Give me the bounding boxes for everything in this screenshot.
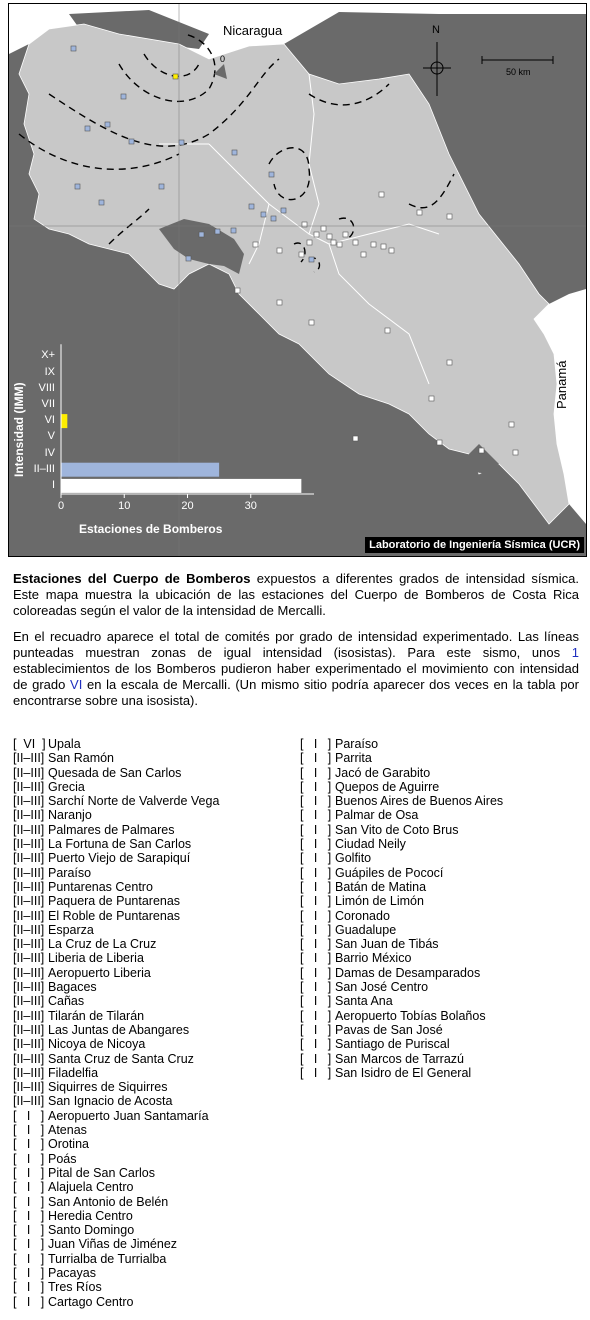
station-name: Pital de San Carlos	[48, 1165, 156, 1180]
station-marker	[75, 184, 80, 189]
station-name: San Marcos de Tarrazú	[335, 1051, 464, 1066]
station-intensity: [II–III]	[13, 951, 45, 966]
station-name: Quesada de San Carlos	[48, 765, 182, 780]
station-marker	[353, 436, 358, 441]
station-name: Santa Cruz de Santa Cruz	[48, 1051, 194, 1066]
credit-label: Laboratorio de Ingeniería Sísmica (UCR)	[365, 537, 584, 553]
histogram-category-label: VIII	[38, 381, 55, 394]
station-marker	[385, 328, 390, 333]
station-name: Cartago Centro	[48, 1294, 134, 1309]
station-marker	[129, 139, 134, 144]
histogram-category-label: X+	[41, 349, 55, 362]
station-row	[300, 1009, 503, 1023]
station-intensity: [II–III]	[13, 1065, 45, 1080]
histogram-category-label: V	[47, 430, 55, 443]
station-row	[300, 923, 503, 937]
station-row	[13, 1052, 219, 1066]
svg-text:0: 0	[220, 54, 226, 64]
station-name: Aeropuerto Tobías Bolaños	[335, 1008, 486, 1023]
station-row	[13, 1195, 219, 1209]
station-marker	[281, 208, 286, 213]
station-row	[13, 1080, 219, 1094]
station-intensity: [ I ]	[300, 837, 332, 852]
station-row	[300, 909, 503, 923]
station-intensity: [ I ]	[300, 1037, 332, 1052]
station-intensity: [ I ]	[300, 1065, 332, 1080]
station-list-right	[300, 737, 503, 1080]
station-name: Pavas de San José	[335, 1022, 443, 1037]
station-marker	[337, 242, 342, 247]
station-name: Cañas	[48, 994, 85, 1009]
station-intensity: [ I ]	[300, 908, 332, 923]
station-intensity: [II–III]	[13, 1022, 45, 1037]
station-name: San Ignacio de Acosta	[48, 1094, 173, 1109]
station-marker	[331, 240, 336, 245]
station-row	[13, 737, 219, 751]
station-marker	[232, 150, 237, 155]
station-intensity: [ I ]	[13, 1123, 45, 1138]
station-name: Grecia	[48, 779, 85, 794]
station-row	[13, 1137, 219, 1151]
station-name: Upala	[48, 737, 81, 751]
station-intensity: [ I ]	[13, 1151, 45, 1166]
station-intensity: [ I ]	[300, 822, 332, 837]
station-row	[13, 980, 219, 994]
histogram-bar	[61, 414, 67, 428]
station-name: Heredia Centro	[48, 1208, 133, 1223]
station-name: Sarchí Norte de Valverde Vega	[48, 794, 220, 809]
station-intensity: [ I ]	[300, 808, 332, 823]
station-name: Damas de Desamparados	[335, 965, 481, 980]
station-row	[13, 823, 219, 837]
station-marker	[186, 256, 191, 261]
station-intensity: [ I ]	[13, 1165, 45, 1180]
station-intensity: [ I ]	[300, 737, 332, 751]
histogram-category-label: II–III	[33, 462, 55, 475]
station-name: Jacó de Garabito	[335, 765, 431, 780]
station-row	[300, 966, 503, 980]
station-row	[300, 880, 503, 894]
station-name: Puerto Viejo de Sarapiquí	[48, 851, 191, 866]
station-intensity: [II–III]	[13, 822, 45, 837]
station-name: Nicoya de Nicoya	[48, 1037, 146, 1052]
station-row	[13, 851, 219, 865]
station-name: Orotina	[48, 1137, 89, 1152]
station-marker	[235, 288, 240, 293]
station-marker	[447, 360, 452, 365]
station-row	[13, 937, 219, 951]
station-name: Buenos Aires de Buenos Aires	[335, 794, 504, 809]
station-intensity: [II–III]	[13, 865, 45, 880]
station-row	[13, 1252, 219, 1266]
station-intensity: [II–III]	[13, 1080, 45, 1095]
station-name: Santo Domingo	[48, 1223, 135, 1238]
station-marker	[231, 228, 236, 233]
station-name: Tilarán de Tilarán	[48, 1008, 145, 1023]
station-marker	[99, 200, 104, 205]
station-name: Las Juntas de Abangares	[48, 1022, 190, 1037]
station-intensity: [II–III]	[13, 922, 45, 937]
station-row	[300, 1023, 503, 1037]
station-intensity: [ I ]	[300, 865, 332, 880]
station-intensity: [II–III]	[13, 765, 45, 780]
station-marker	[277, 300, 282, 305]
station-row	[13, 866, 219, 880]
station-marker	[327, 234, 332, 239]
station-marker	[277, 248, 282, 253]
station-name: San Vito de Coto Brus	[335, 822, 459, 837]
station-row	[300, 994, 503, 1008]
station-row	[13, 1223, 219, 1237]
station-marker	[513, 450, 518, 455]
station-name: Santiago de Puriscal	[335, 1037, 450, 1052]
station-marker	[309, 320, 314, 325]
station-intensity: [ I ]	[300, 951, 332, 966]
station-name: Guápiles de Pococí	[335, 865, 444, 880]
station-intensity: [II–III]	[13, 894, 45, 909]
station-name: Bagaces	[48, 980, 97, 995]
station-row	[13, 1066, 219, 1080]
station-marker	[249, 204, 254, 209]
station-intensity: [ I ]	[13, 1208, 45, 1223]
station-row	[300, 1037, 503, 1051]
station-count: 1	[571, 645, 579, 660]
caption-text-2a: En el recuadro aparece el total de comités por grado de intensidad experimentado. Las líneas punteadas muestran zonas de igual intensidad (isosistas). Para este sismo, unos	[13, 629, 579, 660]
station-row	[300, 951, 503, 965]
histogram-tick-label: 20	[181, 500, 194, 512]
station-marker	[429, 396, 434, 401]
station-intensity: [ I ]	[300, 851, 332, 866]
station-marker	[253, 242, 258, 247]
station-name: Palmares de Palmares	[48, 822, 175, 837]
station-row	[13, 909, 219, 923]
station-row	[13, 994, 219, 1008]
station-intensity: [II–III]	[13, 937, 45, 952]
station-name: Alajuela Centro	[48, 1180, 134, 1195]
station-intensity: [ I ]	[300, 922, 332, 937]
station-name: Barrio México	[335, 951, 412, 966]
station-row	[13, 808, 219, 822]
station-row	[13, 1180, 219, 1194]
station-intensity: [ I ]	[300, 779, 332, 794]
histogram-x-title: Estaciones de Bomberos	[79, 522, 223, 536]
station-marker	[437, 440, 442, 445]
station-intensity: [ I ]	[300, 1051, 332, 1066]
station-name: San Isidro de El General	[335, 1065, 472, 1080]
station-marker	[321, 226, 326, 231]
histogram-category-label: IX	[44, 365, 55, 378]
station-name: San Ramón	[48, 751, 115, 766]
station-marker	[159, 184, 164, 189]
station-intensity: [II–III]	[13, 1008, 45, 1023]
station-row	[13, 1209, 219, 1223]
station-row	[300, 780, 503, 794]
station-name: Paquera de Puntarenas	[48, 894, 181, 909]
station-name: Golfito	[335, 851, 372, 866]
station-row	[13, 880, 219, 894]
station-row	[13, 1237, 219, 1251]
station-row	[13, 951, 219, 965]
station-row	[300, 837, 503, 851]
histogram-bar	[61, 479, 301, 493]
station-name: Quepos de Aguirre	[335, 779, 440, 794]
station-row	[13, 966, 219, 980]
station-marker	[361, 252, 366, 257]
station-intensity: [ I ]	[13, 1265, 45, 1280]
station-intensity: [ I ]	[300, 794, 332, 809]
station-marker	[85, 126, 90, 131]
scale-bar	[482, 56, 553, 64]
histogram-tick-label: 30	[244, 500, 257, 512]
station-marker	[447, 214, 452, 219]
station-name: Santa Ana	[335, 994, 393, 1009]
station-name: La Fortuna de San Carlos	[48, 837, 192, 852]
station-intensity: [ I ]	[300, 751, 332, 766]
station-name: Aeropuerto Juan Santamaría	[48, 1108, 209, 1123]
station-name: Guadalupe	[335, 922, 397, 937]
station-name: La Cruz de La Cruz	[48, 937, 157, 952]
station-intensity: [II–III]	[13, 1051, 45, 1066]
station-name: Poás	[48, 1151, 77, 1166]
station-row	[13, 923, 219, 937]
station-name: El Roble de Puntarenas	[48, 908, 181, 923]
station-marker	[269, 172, 274, 177]
station-row	[13, 1123, 219, 1137]
station-row	[13, 894, 219, 908]
station-marker	[271, 216, 276, 221]
station-name: Aeropuerto Liberia	[48, 965, 151, 980]
station-intensity: [ I ]	[300, 965, 332, 980]
station-row	[300, 751, 503, 765]
country-label-panama: Panamá	[554, 360, 569, 409]
scale-label: 50 km	[506, 67, 531, 77]
station-row	[300, 937, 503, 951]
station-marker	[371, 242, 376, 247]
station-intensity: [ I ]	[300, 937, 332, 952]
station-intensity: [II–III]	[13, 794, 45, 809]
station-intensity: [ I ]	[13, 1137, 45, 1152]
intensity-histogram	[9, 332, 327, 552]
caption-text-1: expuestos a diferentes grados de intensidad sísmica. Este mapa muestra la ubicación de las estaciones del Cuerpo de Bomberos de Costa Rica coloreadas según el valor de la intensidad de Mercalli.	[13, 571, 579, 618]
station-name: Paraíso	[48, 865, 92, 880]
histogram-category-label: VI	[44, 414, 55, 427]
station-marker	[105, 122, 110, 127]
station-row	[13, 1009, 219, 1023]
station-name: Puntarenas Centro	[48, 879, 153, 894]
station-row	[300, 894, 503, 908]
station-intensity: [II–III]	[13, 851, 45, 866]
histogram-bar	[61, 463, 219, 477]
station-row	[13, 1023, 219, 1037]
station-row	[300, 823, 503, 837]
station-intensity: [II–III]	[13, 751, 45, 766]
station-marker	[479, 448, 484, 453]
station-name: Liberia de Liberia	[48, 951, 144, 966]
station-name: Coronado	[335, 908, 390, 923]
station-intensity: [II–III]	[13, 779, 45, 794]
station-marker	[417, 210, 422, 215]
max-grade: VI	[70, 677, 83, 692]
station-name: Siquirres de Siquirres	[48, 1080, 168, 1095]
station-row	[13, 751, 219, 765]
station-row	[300, 980, 503, 994]
caption-text-2c: en la escala de Mercalli. (Un mismo sitio podría aparecer dos veces en la tabla por encontrarse sobre una isosista).	[13, 677, 579, 708]
caption-text-2b: establecimientos de los Bomberos pudieron haber experimentado el movimiento con intensidad de grado	[13, 661, 579, 692]
station-row	[300, 794, 503, 808]
station-row	[13, 1295, 219, 1309]
station-name: San Juan de Tibás	[335, 937, 439, 952]
station-marker	[299, 252, 304, 257]
station-row	[300, 1066, 503, 1080]
station-name: Turrialba de Turrialba	[48, 1251, 167, 1266]
station-row	[300, 851, 503, 865]
station-marker	[379, 192, 384, 197]
country-label-nicaragua: Nicaragua	[223, 23, 283, 38]
station-name: Parrita	[335, 751, 372, 766]
station-intensity: [ VI ]	[13, 737, 46, 751]
station-row	[13, 1094, 219, 1108]
station-intensity: [II–III]	[13, 980, 45, 995]
station-intensity: [ I ]	[13, 1251, 45, 1266]
station-intensity: [ I ]	[13, 1237, 45, 1252]
station-name: Ciudad Neily	[335, 837, 406, 852]
station-marker	[309, 257, 314, 262]
station-list-left	[13, 737, 219, 1309]
caption-paragraph-2	[13, 629, 579, 709]
station-marker	[199, 232, 204, 237]
histogram-category-label: I	[51, 478, 55, 491]
station-row	[13, 837, 219, 851]
station-name: Paraíso	[335, 737, 379, 751]
station-intensity: [II–III]	[13, 965, 45, 980]
station-intensity: [II–III]	[13, 879, 45, 894]
station-row	[300, 737, 503, 751]
station-name: Palmar de Osa	[335, 808, 419, 823]
station-name: Batán de Matina	[335, 879, 427, 894]
histogram-category-label: IV	[44, 446, 55, 459]
station-intensity: [ I ]	[13, 1223, 45, 1238]
station-marker	[71, 46, 76, 51]
station-row	[13, 1152, 219, 1166]
histogram-category-label: VII	[41, 397, 55, 410]
station-row	[300, 1052, 503, 1066]
station-intensity: [ I ]	[13, 1294, 45, 1309]
station-marker	[314, 232, 319, 237]
histogram-tick-label: 0	[57, 500, 65, 512]
station-intensity: [II–III]	[13, 908, 45, 923]
station-row	[13, 1280, 219, 1294]
station-marker	[381, 244, 386, 249]
station-row	[300, 866, 503, 880]
station-marker	[389, 248, 394, 253]
station-intensity: [ I ]	[13, 1180, 45, 1195]
station-intensity: [ I ]	[300, 894, 332, 909]
station-intensity: [ I ]	[300, 765, 332, 780]
histogram-y-title: Intensidad (IMM)	[12, 382, 26, 477]
north-arrow	[423, 42, 451, 96]
station-row	[300, 766, 503, 780]
station-intensity: [ I ]	[13, 1280, 45, 1295]
station-name: Atenas	[48, 1123, 87, 1138]
station-name: San José Centro	[335, 980, 429, 995]
station-name: Limón de Limón	[335, 894, 424, 909]
station-marker	[179, 140, 184, 145]
station-name: Esparza	[48, 922, 94, 937]
station-intensity: [ I ]	[13, 1194, 45, 1209]
station-name: Pacayas	[48, 1265, 96, 1280]
station-row	[13, 780, 219, 794]
station-marker	[173, 74, 178, 79]
station-row	[300, 808, 503, 822]
histogram-tick-label: 10	[118, 500, 131, 512]
station-intensity: [II–III]	[13, 994, 45, 1009]
station-row	[13, 1266, 219, 1280]
station-row	[13, 794, 219, 808]
station-intensity: [ I ]	[300, 980, 332, 995]
station-marker	[121, 94, 126, 99]
station-intensity: [ I ]	[300, 1022, 332, 1037]
station-marker	[261, 212, 266, 217]
station-intensity: [ I ]	[300, 879, 332, 894]
station-row	[13, 1037, 219, 1051]
station-name: Tres Ríos	[48, 1280, 102, 1295]
histogram-canvas	[9, 332, 327, 552]
station-name: Filadelfia	[48, 1065, 99, 1080]
station-intensity: [II–III]	[13, 1094, 45, 1109]
station-marker	[307, 240, 312, 245]
station-name: San Antonio de Belén	[48, 1194, 169, 1209]
station-intensity: [ I ]	[300, 994, 332, 1009]
station-intensity: [II–III]	[13, 1037, 45, 1052]
station-intensity: [ I ]	[13, 1108, 45, 1123]
intensity-map	[8, 3, 587, 557]
north-label: N	[432, 24, 440, 36]
station-intensity: [II–III]	[13, 837, 45, 852]
station-intensity: [ I ]	[300, 1008, 332, 1023]
station-marker	[215, 229, 220, 234]
station-row	[13, 1166, 219, 1180]
station-intensity: [II–III]	[13, 808, 45, 823]
station-marker	[509, 422, 514, 427]
station-marker	[343, 232, 348, 237]
caption-paragraph-1	[13, 571, 579, 619]
station-row	[13, 766, 219, 780]
station-name: Naranjo	[48, 808, 92, 823]
caption-title: Estaciones del Cuerpo de Bomberos	[13, 571, 251, 586]
caption	[13, 571, 579, 719]
station-marker	[353, 240, 358, 245]
station-name: Juan Viñas de Jiménez	[48, 1237, 178, 1252]
station-row	[13, 1109, 219, 1123]
